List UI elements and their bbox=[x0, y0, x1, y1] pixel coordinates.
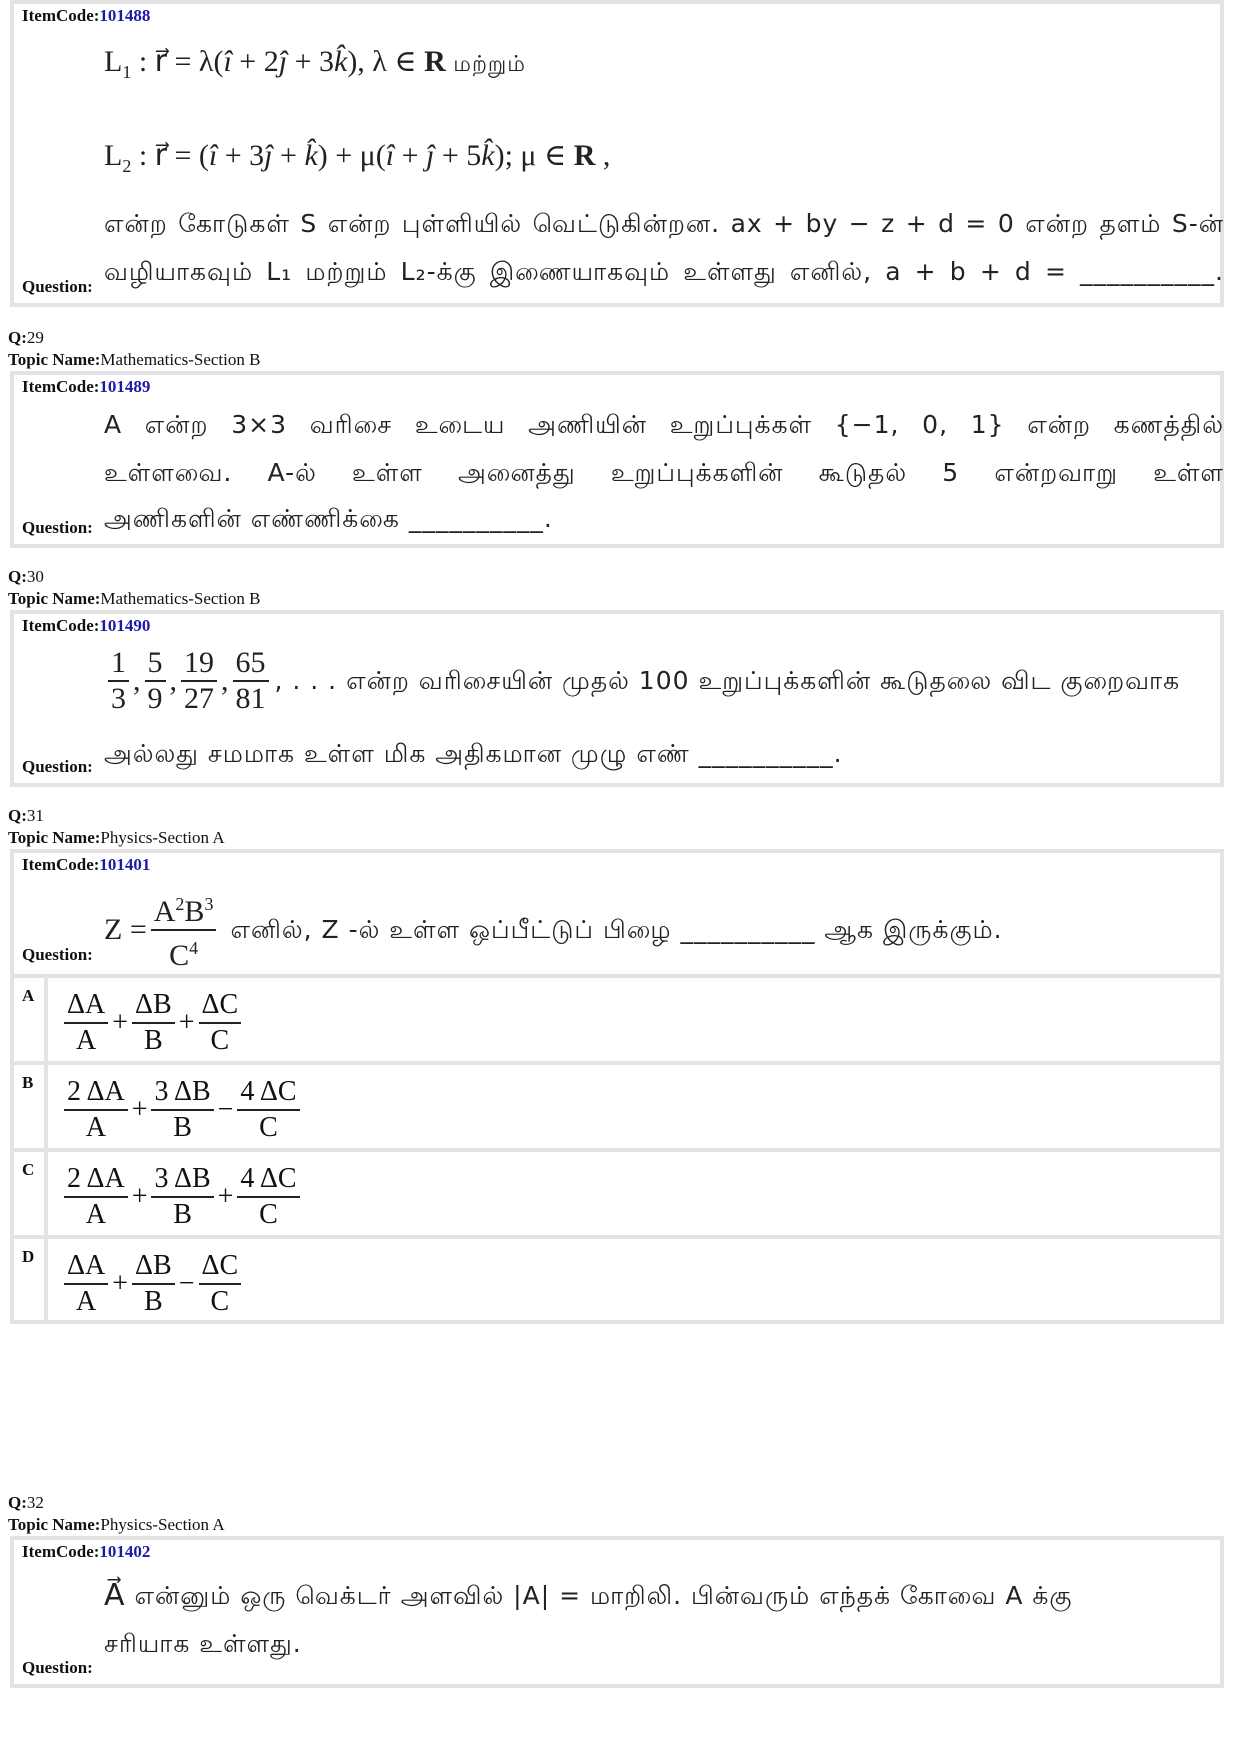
option-d[interactable] bbox=[14, 1235, 1220, 1320]
topic-name: Topic Name:Mathematics-Section B bbox=[8, 589, 261, 608]
question-number: Q:29 bbox=[8, 328, 44, 347]
line-l2-equation: $L_2$ : r⃗ = (î + 3ĵ + k̂) + μ(î + ĵ + 5k̂); μ ∈ R , bbox=[104, 139, 611, 176]
question-label: Question: bbox=[22, 277, 93, 296]
question-text-line: வழியாகவும் L₁ மற்றும் L₂-க்கு இணையாகவும் உள்ளது எனில், a + b + d = __________. bbox=[104, 257, 1224, 286]
line-l1-equation: $L_1$ : r⃗ = λ(î + 2ĵ + 3k̂), λ ∈ R மற்றும் bbox=[104, 45, 527, 82]
topic-name: Topic Name:Mathematics-Section B bbox=[8, 350, 261, 369]
option-formula: $\frac{2 \Delta A}{A}$ + $\frac{3 \Delta B}{B}$ − $\frac{4 \Delta C}{C}$ bbox=[60, 1075, 304, 1145]
item-code: ItemCode:101402 bbox=[22, 1542, 151, 1561]
item-code: ItemCode:101401 bbox=[22, 855, 151, 874]
option-a[interactable] bbox=[14, 974, 1220, 1061]
question-box-101401 bbox=[10, 849, 1224, 1324]
formula-line: Z = $\frac{A^2B^3}{C^4}$ எனில், Z -ல் உள்ள ஒப்பீட்டுப் பிழை __________ ஆக இருக்கும். bbox=[104, 887, 1003, 973]
question-text-line: என்ற கோடுகள் S என்ற புள்ளியில் வெட்டுகின்றன. ax + by − z + d = 0 என்ற தளம் S-ன் bbox=[104, 209, 1224, 238]
option-divider bbox=[44, 1065, 48, 1148]
option-b[interactable] bbox=[14, 1061, 1220, 1148]
question-box-101489 bbox=[10, 371, 1224, 548]
question-text-line: A⃗ என்னும் ஒரு வெக்டர் அளவில் |A| = மாறிலி. பின்வரும் எந்தக் கோவை A க்கு bbox=[104, 1579, 1073, 1612]
option-formula: $\frac{\Delta A}{A}$ + $\frac{\Delta B}{B}$ + $\frac{\Delta C}{C}$ bbox=[60, 988, 245, 1058]
question-number: Q:31 bbox=[8, 806, 44, 825]
question-label: Question: bbox=[22, 518, 93, 537]
question-box-101488 bbox=[10, 0, 1224, 307]
question-number: Q:32 bbox=[8, 1493, 44, 1512]
question-text-line: A என்ற 3×3 வரிசை உடைய அணியின் உறுப்புக்கள் {−1, 0, 1} என்ற கணத்தில் bbox=[104, 410, 1224, 439]
question-label: Question: bbox=[22, 1658, 93, 1677]
option-letter: A bbox=[22, 986, 35, 1005]
question-label: Question: bbox=[22, 757, 93, 776]
option-letter: C bbox=[22, 1160, 35, 1179]
topic-name: Topic Name:Physics-Section A bbox=[8, 1515, 225, 1534]
question-box-101490 bbox=[10, 610, 1224, 787]
option-formula: $\frac{\Delta A}{A}$ + $\frac{\Delta B}{B}$ − $\frac{\Delta C}{C}$ bbox=[60, 1249, 245, 1319]
question-text-line: உள்ளவை. A-ல் உள்ள அனைத்து உறுப்புக்களின் கூடுதல் 5 என்றவாறு உள்ள bbox=[104, 458, 1224, 487]
sequence-line: $\frac{1}{3}$ , $\frac{5}{9}$ , $\frac{19}{27}$ , $\frac{65}{81}$ , . . . என்ற வரிசையின் முதல் 100 உறுப்புக்களின் கூடுதலை விட குறைவாக bbox=[104, 646, 1224, 716]
option-c[interactable] bbox=[14, 1148, 1220, 1235]
option-letter: D bbox=[22, 1247, 35, 1266]
question-box-101402 bbox=[10, 1536, 1224, 1688]
option-formula: $\frac{2 \Delta A}{A}$ + $\frac{3 \Delta B}{B}$ + $\frac{4 \Delta C}{C}$ bbox=[60, 1162, 304, 1232]
option-divider bbox=[44, 1152, 48, 1235]
question-number: Q:30 bbox=[8, 567, 44, 586]
option-letter: B bbox=[22, 1073, 34, 1092]
question-text-line: அல்லது சமமாக உள்ள மிக அதிகமான முழு எண் __________. bbox=[104, 739, 843, 768]
question-text-line: சரியாக உள்ளது. bbox=[104, 1629, 302, 1658]
option-divider bbox=[44, 978, 48, 1061]
item-code: ItemCode:101490 bbox=[22, 616, 151, 635]
item-code: ItemCode:101488 bbox=[22, 6, 151, 25]
item-code: ItemCode:101489 bbox=[22, 377, 151, 396]
question-label: Question: bbox=[22, 945, 93, 964]
topic-name: Topic Name:Physics-Section A bbox=[8, 828, 225, 847]
option-divider bbox=[44, 1239, 48, 1320]
question-text-line: அணிகளின் எண்ணிக்கை __________. bbox=[104, 504, 553, 533]
